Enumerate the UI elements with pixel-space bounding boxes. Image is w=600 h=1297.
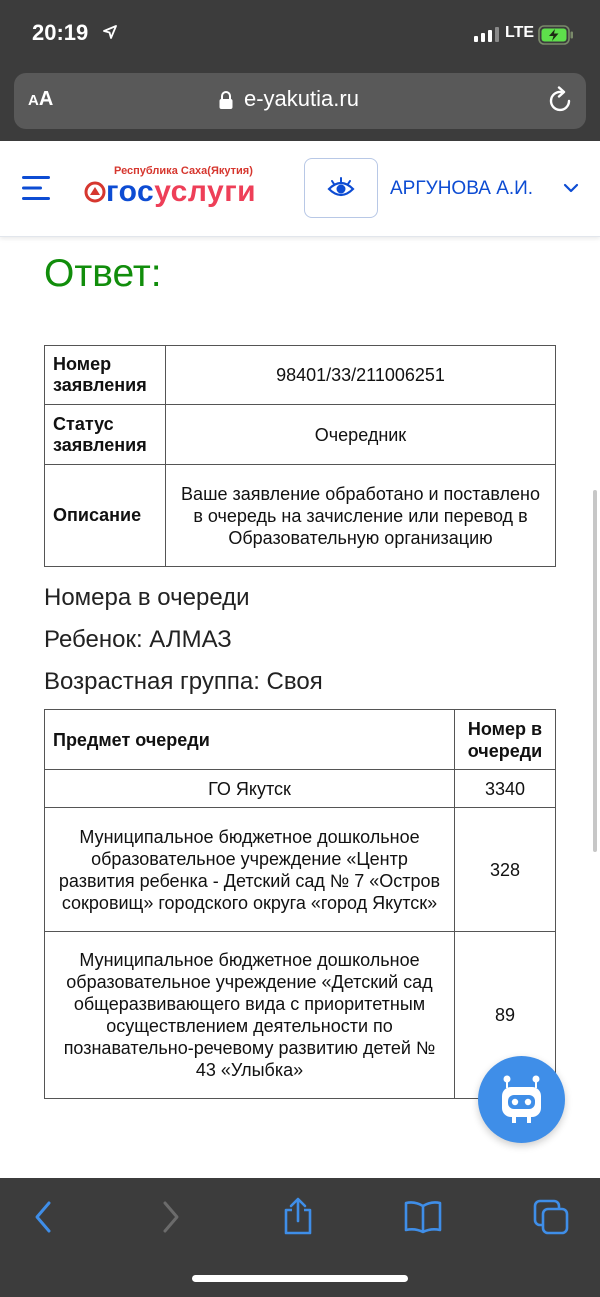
queue-heading: Номера в очереди (44, 584, 250, 611)
chat-bot-button[interactable] (478, 1056, 565, 1143)
child-name: Ребенок: АЛМАЗ (44, 626, 232, 653)
row-value: Очередник (166, 405, 556, 465)
answer-title: Ответ: (44, 252, 162, 295)
share-icon[interactable] (282, 1196, 314, 1236)
row-label: Номер заявления (45, 346, 166, 405)
status-bar (0, 0, 600, 68)
row-label: Статус заявления (45, 405, 166, 465)
logo-subtitle: Республика Саха(Якутия) (114, 165, 253, 177)
queue-subject: ГО Якутск (45, 770, 455, 808)
location-arrow-icon (103, 25, 117, 39)
home-indicator[interactable] (192, 1275, 408, 1282)
queue-number: 3340 (455, 770, 556, 808)
queue-table (44, 709, 556, 1099)
chevron-down-icon[interactable] (563, 183, 579, 193)
column-header-number: Номер в очереди (455, 710, 556, 770)
reload-icon[interactable] (548, 86, 574, 114)
back-icon[interactable] (32, 1200, 54, 1234)
row-value: 98401/33/211006251 (166, 346, 556, 405)
network-label: LTE (505, 24, 535, 41)
tabs-icon[interactable] (532, 1198, 570, 1236)
table-row (45, 808, 556, 932)
forward-icon[interactable] (160, 1200, 182, 1234)
column-header-subject: Предмет очереди (45, 710, 455, 770)
age-group: Возрастная группа: Своя (44, 668, 323, 695)
hamburger-icon[interactable] (22, 175, 52, 201)
gosuslugi-logo[interactable] (84, 163, 284, 213)
text-size-button[interactable]: AA (28, 88, 54, 110)
lock-icon (218, 90, 234, 110)
queue-subject: Муниципальное бюджетное дошкольное образовательное учреждение «Центр развития ребенка - Детский сад № 7 «Остров сокровищ» городского округа «город Якутск» (45, 808, 455, 932)
browser-chrome (0, 0, 600, 141)
robot-icon (499, 1074, 544, 1124)
accessibility-button[interactable] (304, 158, 378, 218)
table-row (45, 346, 556, 405)
url-text[interactable]: e-yakutia.ru (244, 86, 359, 111)
table-row (45, 405, 556, 465)
table-row (45, 465, 556, 567)
queue-number: 89 (455, 932, 556, 1099)
eye-icon (327, 176, 355, 200)
table-row (45, 932, 556, 1099)
queue-subject: Муниципальное бюджетное дошкольное образовательное учреждение «Детский сад общеразвивающего вида с приоритетным осуществлением деятельности по познавательно-речевому развитию детей № 43 «Улыбка» (45, 932, 455, 1099)
scroll-indicator[interactable] (593, 490, 597, 852)
bookmarks-icon[interactable] (403, 1200, 443, 1234)
table-header-row (45, 710, 556, 770)
emblem-icon (84, 181, 106, 203)
row-value: Ваше заявление обработано и поставлено в очередь на зачисление или перевод в Образовательную организацию (166, 465, 556, 567)
application-table (44, 345, 556, 567)
row-label: Описание (45, 465, 166, 567)
address-bar[interactable] (14, 73, 586, 129)
battery-charging-icon (538, 25, 574, 45)
logo-wordmark: госуслуги (106, 175, 257, 208)
signal-icon (474, 27, 499, 42)
queue-number: 328 (455, 808, 556, 932)
browser-toolbar (0, 1178, 600, 1297)
table-row (45, 770, 556, 808)
status-time: 20:19 (32, 20, 89, 45)
site-header (0, 141, 600, 237)
user-name[interactable]: АРГУНОВА А.И. (390, 178, 534, 199)
